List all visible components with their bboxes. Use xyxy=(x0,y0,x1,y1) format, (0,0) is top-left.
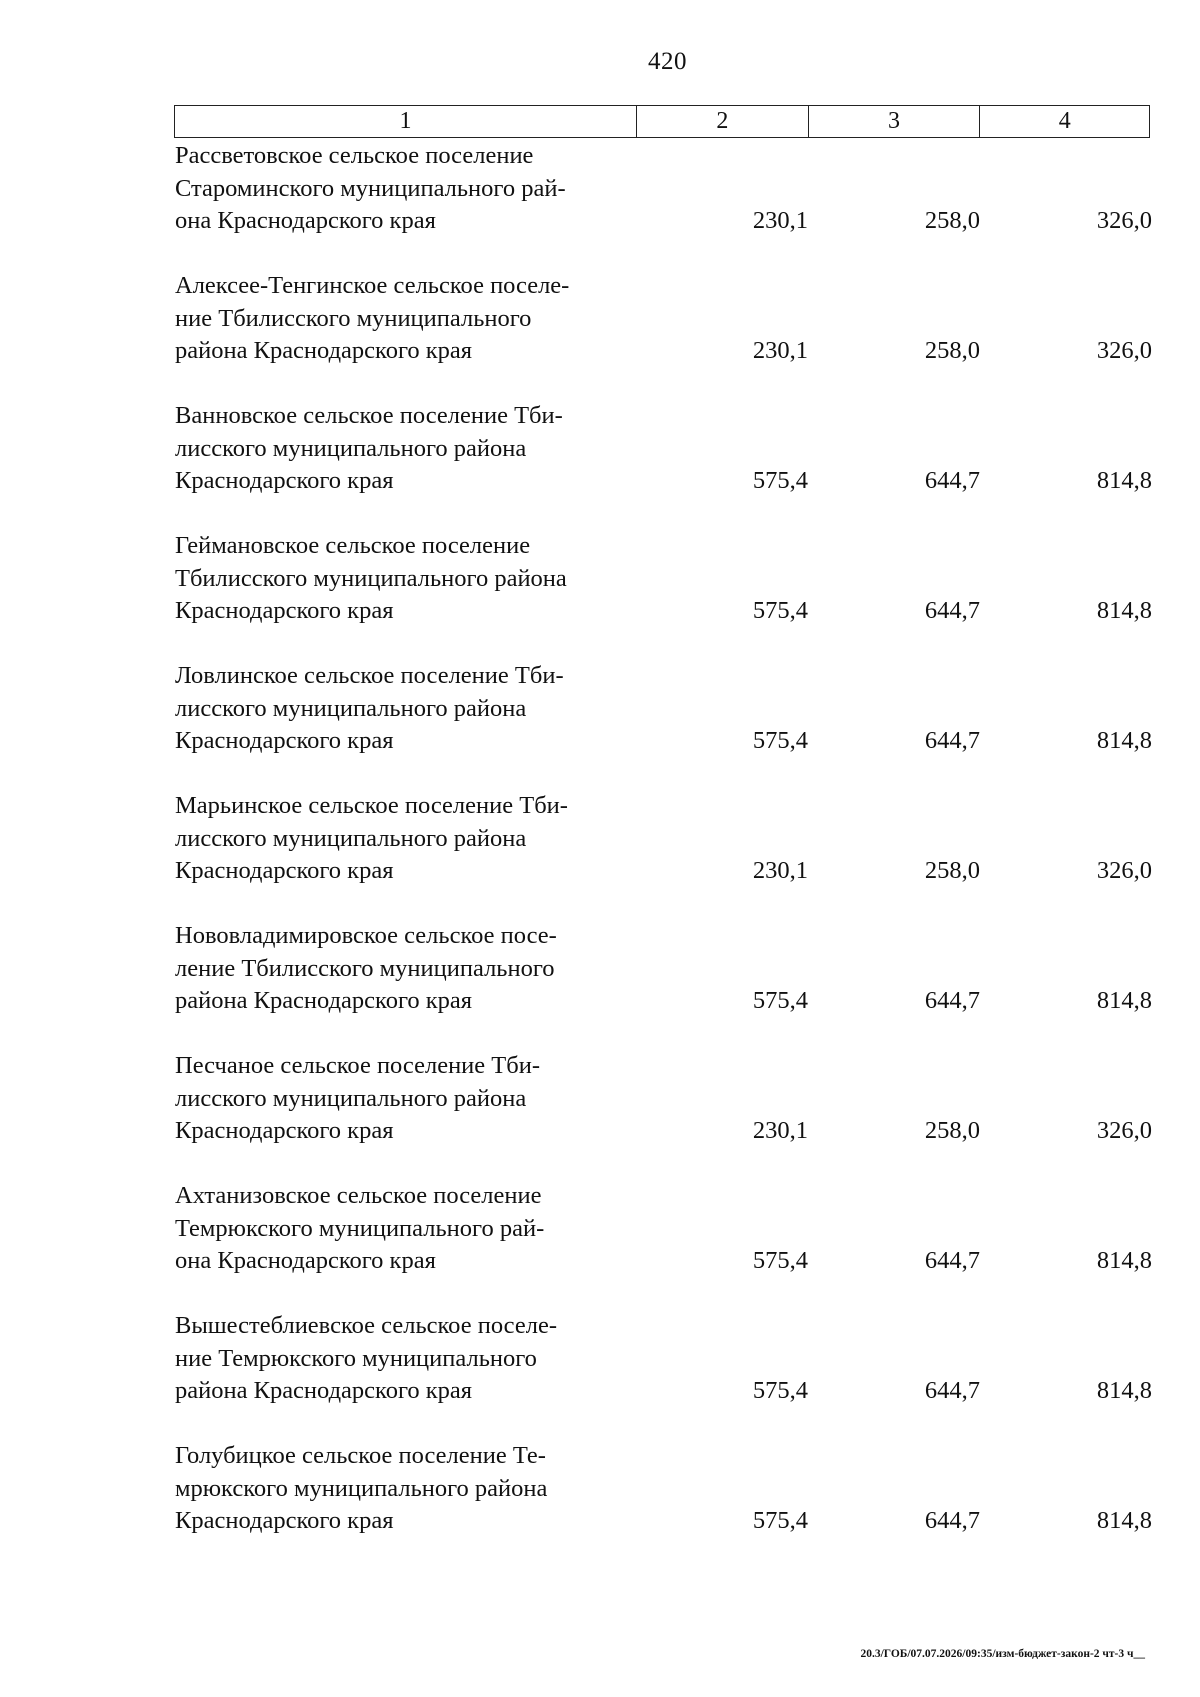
value-col-2: 575,4 xyxy=(752,597,808,624)
value-col-4: 814,8 xyxy=(1096,987,1152,1014)
name-line: она Краснодарского края xyxy=(175,207,436,234)
value-col-3: 258,0 xyxy=(924,337,980,364)
value-col-2: 575,4 xyxy=(752,727,808,754)
value-col-2: 230,1 xyxy=(752,857,808,884)
header-col-3: 3 xyxy=(809,106,981,137)
name-line: Вышестеблиевское сельское поселе- xyxy=(175,1312,557,1339)
name-line: Нововладимировское сельское посе- xyxy=(175,922,557,949)
settlement-name xyxy=(175,270,645,368)
name-line: ление Тбилисского муниципального xyxy=(175,954,555,982)
name-line: Рассветовское сельское поселение xyxy=(175,142,534,169)
name-line: ние Темрюкского муниципального xyxy=(175,1344,537,1372)
value-col-3: 644,7 xyxy=(924,1507,980,1534)
value-col-3: 644,7 xyxy=(924,727,980,754)
name-line: района Краснодарского края xyxy=(175,1377,473,1404)
name-line: Краснодарского края xyxy=(175,727,394,754)
name-line: лисского муниципального района xyxy=(175,824,527,852)
table-row xyxy=(0,1310,1200,1440)
name-line: Ванновское сельское поселение Тби- xyxy=(175,402,563,429)
table-header xyxy=(174,105,1150,138)
table-row xyxy=(0,1440,1200,1570)
name-line: Краснодарского края xyxy=(175,1117,394,1144)
value-col-4: 326,0 xyxy=(1096,857,1152,884)
settlement-name xyxy=(175,660,645,758)
name-line: Песчаное сельское поселение Тби- xyxy=(175,1052,540,1079)
name-line: Староминского муниципального рай- xyxy=(175,174,566,202)
value-col-3: 644,7 xyxy=(924,1247,980,1274)
name-line: лисского муниципального района xyxy=(175,434,527,462)
settlement-name xyxy=(175,1440,645,1538)
table-row xyxy=(0,400,1200,530)
value-col-3: 644,7 xyxy=(924,467,980,494)
value-col-2: 230,1 xyxy=(752,1117,808,1144)
value-col-2: 575,4 xyxy=(752,1507,808,1534)
name-line: Ахтанизовское сельское поселение xyxy=(175,1182,542,1209)
header-col-4: 4 xyxy=(1058,108,1071,134)
table-row xyxy=(0,1180,1200,1310)
value-col-3: 258,0 xyxy=(924,857,980,884)
header-col-2: 2 xyxy=(637,106,809,137)
name-line: лисского муниципального района xyxy=(175,1084,527,1112)
value-col-4: 326,0 xyxy=(1096,1117,1152,1144)
name-line: Ловлинское сельское поселение Тби- xyxy=(175,662,564,689)
settlement-name xyxy=(175,400,645,498)
name-line: ние Тбилисского муниципального xyxy=(175,304,532,332)
header-col-1: 1 xyxy=(175,106,637,137)
value-col-2: 230,1 xyxy=(752,207,808,234)
settlement-name xyxy=(175,1050,645,1148)
name-line: Марьинское сельское поселение Тби- xyxy=(175,792,568,819)
name-line: Краснодарского края xyxy=(175,467,394,494)
table-row xyxy=(0,920,1200,1050)
value-col-4: 814,8 xyxy=(1096,1377,1152,1404)
value-col-3: 644,7 xyxy=(924,987,980,1014)
table-row xyxy=(0,530,1200,660)
value-col-2: 575,4 xyxy=(752,1377,808,1404)
name-line: она Краснодарского края xyxy=(175,1247,436,1274)
name-line: Алексее-Тенгинское сельское поселе- xyxy=(175,272,570,299)
value-col-4: 814,8 xyxy=(1096,467,1152,494)
table-row xyxy=(0,790,1200,920)
table-row xyxy=(0,140,1200,270)
name-line: района Краснодарского края xyxy=(175,337,473,364)
name-line: Краснодарского края xyxy=(175,857,394,884)
settlement-name xyxy=(175,790,645,888)
name-line: района Краснодарского края xyxy=(175,987,473,1014)
name-line: Краснодарского края xyxy=(175,1507,394,1534)
name-line: мрюкского муниципального района xyxy=(175,1474,548,1502)
table-row xyxy=(0,660,1200,790)
value-col-4: 814,8 xyxy=(1096,727,1152,754)
page-number: 420 xyxy=(648,48,687,75)
settlement-name xyxy=(175,920,645,1018)
value-col-2: 230,1 xyxy=(752,337,808,364)
value-col-3: 258,0 xyxy=(924,207,980,234)
settlement-name xyxy=(175,1310,645,1408)
settlement-name xyxy=(175,1180,645,1278)
value-col-4: 814,8 xyxy=(1096,1507,1152,1534)
name-line: Голубицкое сельское поселение Те- xyxy=(175,1442,546,1469)
settlement-name xyxy=(175,530,645,628)
value-col-4: 326,0 xyxy=(1096,337,1152,364)
name-line: Геймановское сельское поселение xyxy=(175,532,531,559)
document-footer-code: 20.3/ГОБ/07.07.2026/09:35/изм-бюджет-закон-2 чт-3 ч__ xyxy=(860,1648,1145,1660)
value-col-3: 258,0 xyxy=(924,1117,980,1144)
value-col-4: 814,8 xyxy=(1096,1247,1152,1274)
value-col-2: 575,4 xyxy=(752,1247,808,1274)
table-row xyxy=(0,1050,1200,1180)
name-line: лисского муниципального района xyxy=(175,694,527,722)
value-col-4: 326,0 xyxy=(1096,207,1152,234)
value-col-2: 575,4 xyxy=(752,987,808,1014)
value-col-4: 814,8 xyxy=(1096,597,1152,624)
value-col-3: 644,7 xyxy=(924,1377,980,1404)
value-col-3: 644,7 xyxy=(924,597,980,624)
name-line: Краснодарского края xyxy=(175,597,394,624)
settlement-name xyxy=(175,140,645,238)
name-line: Темрюкского муниципального рай- xyxy=(175,1214,545,1242)
table-row xyxy=(0,270,1200,400)
table-body xyxy=(0,140,1200,1570)
name-line: Тбилисского муниципального района xyxy=(175,564,567,592)
value-col-2: 575,4 xyxy=(752,467,808,494)
